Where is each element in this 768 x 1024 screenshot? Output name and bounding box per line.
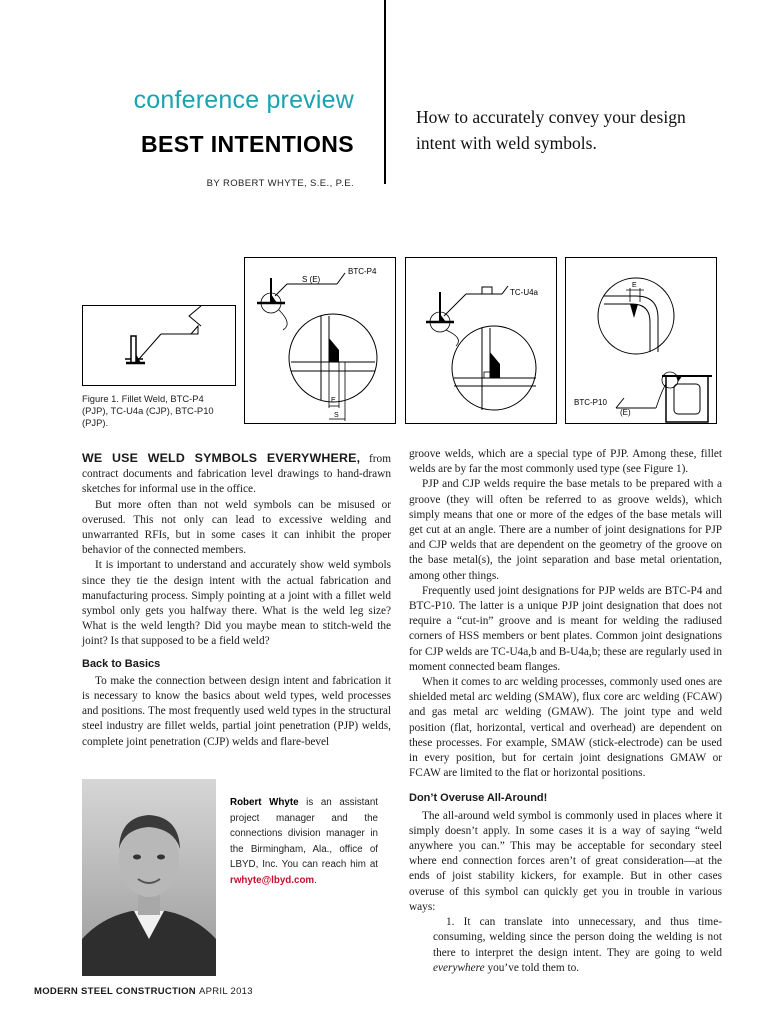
fig-label-s: S (334, 412, 339, 419)
subhead-back-to-basics: Back to Basics (82, 657, 161, 670)
paragraph: Frequently used joint designations for PJP welds are BTC-P4 and BTC-P10. The latter is a unique PJP joint designation that does not require a “cut-in” groove and is meant for welding the radiused corners of HSS members or bent plates. Common joint designations for CJP welds are TC-U4a,b and B-U4a,b; these are regularly used in moment connected beam flanges. (409, 584, 722, 673)
figure-fillet-weld (82, 305, 236, 386)
paragraph: The all-around weld symbol is commonly used in places where it simply doesn’t apply. In some cases it is a way of saying “weld anywhere you can.” This may be acceptable for secondary steel where end connection forces aren’t of great consideration—at the ends of joist stability kickers, for example. But in other cases overuse of this symbol can quickly get you in trouble in various ways: (409, 809, 722, 913)
author-bio: Robert Whyte is an assistant project manager and the connections division manager in the Birmingham, Ala., office of LBYD, Inc. You can reach him at rwhyte@lbyd.com. (230, 797, 378, 886)
paragraph: groove welds, which are a special type of PJP. Among these, fillet welds are by far the most commonly used type (see Figure 1). (409, 448, 722, 476)
author-email-link[interactable]: rwhyte@lbyd.com (230, 874, 315, 886)
list-item: 1. It can translate into unnecessary, and thus time-consuming, welding since the person doing the welding is not there to interpret the design intent. They are going to weld everywhere you’ve told them to. (433, 916, 722, 974)
paragraph: But more often than not weld symbols can be misused or overused. This not only can lead to excessive welding and unwarranted RFIs, but in some cases it can inhibit the proper behavior of the connected members. (82, 498, 391, 557)
figure-caption: Figure 1. Fillet Weld, BTC-P4 (PJP), TC-U4a (CJP), BTC-P10 (PJP). (82, 393, 214, 428)
lead-in: WE USE WELD SYMBOLS EVERYWHERE, (82, 451, 361, 465)
section-kicker: conference preview (133, 86, 354, 114)
fig-label-tc-u4a: TC-U4a (510, 288, 539, 297)
fig-label-btc-p10: BTC-P10 (574, 398, 607, 407)
fig-label-se: S (E) (302, 275, 321, 284)
article-column-left (82, 451, 391, 750)
paragraph: To make the connection between design intent and fabrication it is necessary to know the basics about weld types, weld processes and positions. The most frequently used weld types in the structural steel industry are fillet welds, partial joint penetration (PJP) welds, complete joint penetration (CJP) welds and flare-bevel (82, 674, 391, 748)
author-photo (82, 779, 216, 976)
fig-label-e: E (331, 397, 336, 404)
article-deck: How to accurately convey your design intent with weld symbols. (416, 107, 686, 153)
byline: BY ROBERT WHYTE, S.E., P.E. (206, 178, 354, 189)
fig-label-e3: (E) (620, 408, 631, 417)
issue-date: APRIL 2013 (198, 986, 253, 997)
figure-tc-u4a (405, 257, 557, 424)
header-divider-rule (384, 0, 386, 184)
fig-label-e2: E (632, 282, 637, 289)
article-headline: BEST INTENTIONS (140, 131, 354, 157)
figure-btc-p4 (244, 257, 396, 424)
author-name: Robert Whyte (230, 797, 299, 808)
publication-name: MODERN STEEL CONSTRUCTION (34, 986, 196, 997)
fillet-weld-drawing (83, 306, 235, 385)
page-footer (34, 986, 253, 997)
paragraph: It is important to understand and accurately show weld symbols since they tie the design intent with the actual fabrication and manufacturing process. Simply pointing at a joint with a fillet weld symbol only gets you halfway there. What is the weld leg size? What is the weld length? Did you maybe mean to stitch-weld the joint? Is that supposed to be a field weld? (82, 559, 391, 648)
figure-btc-p10 (565, 257, 717, 424)
paragraph: When it comes to arc welding processes, commonly used ones are shielded metal arc welding (SMAW), flux core arc welding (FCAW) and gas metal arc welding (GMAW). The joint type and weld position (flat, horizontal, vertical and overhead) are dependent on these processes. For example, SMAW (stick-electrode) can be used in every position, but for certain joint designations GMAW or FCAW are limited to the flat or horizontal positions. (409, 676, 722, 780)
subhead-dont-overuse: Don’t Overuse All-Around! (409, 792, 548, 805)
fig-label-btc-p4: BTC-P4 (348, 267, 377, 276)
article-column-right (409, 447, 722, 976)
paragraph: PJP and CJP welds require the base metals to be prepared with a groove (they will often be referred to as groove welds), which simply means that one or more of the edges of the base metals will get cut at an angle. There are a number of joint designations for PJP and CJP welds that are dependent on the geometry of the groove on the base metal(s), the joint separation and base metal orientation, among other things. (409, 478, 722, 582)
paragraph-intro: WE USE WELD SYMBOLS EVERYWHERE, from contract documents and fabrication level drawings to hand-drawn sketches for informal use in the office. (82, 451, 391, 496)
